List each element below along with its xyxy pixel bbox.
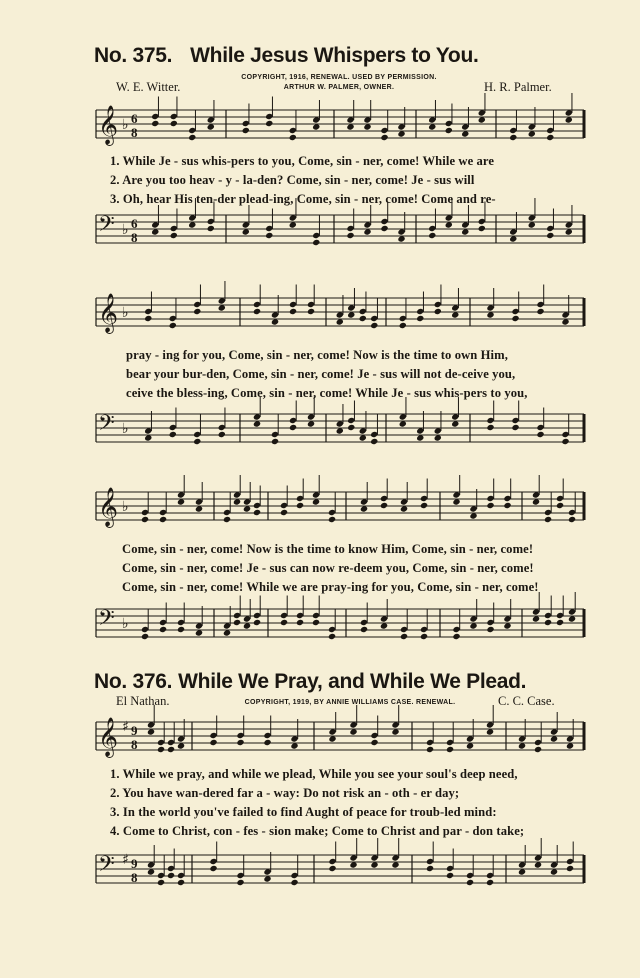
hymn-376-number: No. 376. [94, 670, 173, 693]
verse-3-line: 3. In the world you've failed to find Aught of peace for troub-led mind: [110, 805, 497, 819]
copyright-line: ARTHUR W. PALMER, OWNER. [283, 84, 395, 91]
note-head [242, 127, 250, 134]
note-head [446, 746, 454, 753]
hymn-376-title [94, 670, 574, 694]
hymn-375-system-2-lyrics [126, 346, 596, 403]
note-head [370, 739, 378, 746]
note-head [157, 879, 165, 886]
note-head [159, 626, 167, 633]
note-head [426, 865, 434, 872]
hymn-376-lyricist: El Nathan. [116, 694, 170, 708]
note-head [486, 626, 494, 633]
time-signature-top: 9 [131, 856, 138, 871]
verse-3-line: ceive the bless-ing, Come, sin - ner, come! While Je - sus whis-pers to you, [126, 386, 528, 400]
note-head [328, 865, 336, 872]
note-head [265, 232, 273, 239]
hymn-376-composer: C. C. Case. [498, 694, 555, 708]
note-head [207, 225, 215, 232]
verse-1-line: 1. While we pray, and while we plead, While you see your soul's deep need, [110, 767, 518, 781]
note-head [170, 120, 178, 127]
time-signature-top: 9 [131, 723, 138, 738]
note-head [346, 232, 354, 239]
verse-2-line: 2. You have wan-dered far a - way: Do not risk an - oth - er day; [110, 786, 460, 800]
note-head [169, 431, 177, 438]
note-head [177, 879, 185, 886]
note-head [428, 232, 436, 239]
note-head [486, 879, 494, 886]
verse-2-line: 2. Are you too heav - y - la-den? Come, sin - ner, come! Je - sus will [110, 173, 475, 187]
note-head [486, 502, 494, 509]
note-head [312, 619, 320, 626]
note-head [144, 315, 152, 322]
note-head [452, 633, 460, 640]
note-head [466, 879, 474, 886]
note-head [236, 739, 244, 746]
note-head [265, 120, 273, 127]
treble-clef-icon: 𝄞 [98, 105, 119, 145]
verse-2-line: bear your bur-den, Come, sin - ner, come! Je - sus will not de-ceive you, [126, 367, 516, 381]
hymn-375-lyricist: W. E. Witter. [116, 80, 181, 94]
sharp-icon: ♯ [122, 719, 129, 735]
note-head [478, 225, 486, 232]
note-head [511, 315, 519, 322]
note-head [157, 746, 165, 753]
note-head [445, 127, 453, 134]
flat-icon: ♭ [122, 117, 129, 133]
note-head [561, 438, 569, 445]
note-head [188, 134, 196, 141]
note-head [399, 322, 407, 329]
note-head [209, 865, 217, 872]
note-head [416, 315, 424, 322]
verse-3-line: Come, sin - ner, come! While we are pray-ing for you, Come, sin - ner, come! [122, 580, 539, 594]
note-head [253, 619, 261, 626]
note-head [546, 134, 554, 141]
note-head [209, 739, 217, 746]
note-head [328, 516, 336, 523]
hymn-375-system-1-lyrics [110, 152, 580, 209]
note-head [536, 431, 544, 438]
verse-1-line: Come, sin - ner, come! Now is the time to know Him, Come, sin - ner, come! [122, 542, 534, 556]
flat-icon: ♭ [122, 421, 129, 437]
time-signature-bottom: 8 [131, 870, 138, 885]
flat-icon: ♭ [122, 222, 129, 238]
note-head [290, 879, 298, 886]
note-head [534, 746, 542, 753]
hymn-375-composer: H. R. Palmer. [484, 80, 552, 94]
note-head [141, 516, 149, 523]
note-head [380, 225, 388, 232]
verse-2-line: Come, sin - ner, come! Je - sus can now re-deem you, Come, sin - ner, come! [122, 561, 534, 575]
flat-icon: ♭ [122, 499, 129, 515]
note-head [360, 626, 368, 633]
note-head [556, 502, 564, 509]
note-head [566, 865, 574, 872]
verse-3-line: 3. Oh, hear His ten-der plead-ing, Come, sin - ner, come! Come and re- [110, 192, 496, 206]
note-head [328, 633, 336, 640]
hymn-375-system-3-lyrics [122, 540, 592, 597]
time-signature-bottom: 8 [131, 125, 138, 140]
note-head [253, 308, 261, 315]
note-head [280, 619, 288, 626]
note-head [218, 431, 226, 438]
note-head [380, 134, 388, 141]
note-head [289, 308, 297, 315]
note-head [544, 516, 552, 523]
note-head [307, 308, 315, 315]
treble-clef-icon: 𝄞 [98, 717, 119, 757]
note-head [420, 502, 428, 509]
verse-1-line: pray - ing for you, Come, sin - ner, come! Now is the time to own Him, [126, 348, 508, 362]
time-signature-bottom: 8 [131, 737, 138, 752]
hymn-375-name: While Jesus Whispers to You. [190, 44, 479, 67]
time-signature-bottom: 8 [131, 230, 138, 245]
flat-icon: ♭ [122, 305, 129, 321]
time-signature-top: 6 [131, 111, 138, 126]
note-head [426, 746, 434, 753]
time-signature-top: 6 [131, 216, 138, 231]
note-head [167, 746, 175, 753]
note-head [359, 315, 367, 322]
bass-clef-icon: 𝄢 [98, 212, 115, 242]
note-head [193, 438, 201, 445]
note-head [233, 619, 241, 626]
note-head [263, 739, 271, 746]
note-head [503, 502, 511, 509]
note-head [236, 879, 244, 886]
note-head [177, 626, 185, 633]
bass-clef-icon: 𝄢 [98, 606, 115, 636]
copyright-line: COPYRIGHT, 1919, BY ANNIE WILLIAMS CASE. RENEWAL. [244, 699, 456, 706]
note-head [253, 509, 261, 516]
note-head [347, 424, 355, 431]
verse-4-line: 4. Come to Christ, con - fes - sion make; Come to Christ and par - don take; [110, 824, 525, 838]
bass-clef-icon: 𝄢 [98, 852, 115, 882]
note-head [296, 502, 304, 509]
note-head [223, 516, 231, 523]
verse-1-line: 1. While Je - sus whis-pers to you, Come, sin - ner, come! While we are [110, 154, 495, 168]
note-head [289, 134, 297, 141]
note-head [167, 872, 175, 879]
note-head [486, 424, 494, 431]
hymn-375-number: No. 375. [94, 44, 173, 67]
note-head [312, 239, 320, 246]
note-head [546, 232, 554, 239]
hymn-376-name: While We Pray, and While We Plead. [178, 670, 527, 693]
note-head [169, 322, 177, 329]
note-head [400, 633, 408, 640]
note-head [296, 619, 304, 626]
note-head [434, 308, 442, 315]
note-head [556, 619, 564, 626]
note-head [511, 424, 519, 431]
note-head [151, 120, 159, 127]
hymn-376-system-1-lyrics [110, 765, 580, 841]
sharp-icon: ♯ [122, 852, 129, 868]
note-head [568, 516, 576, 523]
note-head [544, 619, 552, 626]
note-head [370, 438, 378, 445]
bass-clef-icon: 𝄢 [98, 411, 115, 441]
note-head [536, 308, 544, 315]
flat-icon: ♭ [122, 616, 129, 632]
note-head [159, 516, 167, 523]
note-head [271, 438, 279, 445]
treble-clef-icon: 𝄞 [98, 487, 119, 527]
note-head [446, 872, 454, 879]
note-head [280, 509, 288, 516]
note-head [289, 424, 297, 431]
note-head [141, 633, 149, 640]
treble-clef-icon: 𝄞 [98, 293, 119, 333]
note-head [380, 502, 388, 509]
note-head [170, 232, 178, 239]
copyright-line: COPYRIGHT, 1916, RENEWAL. USED BY PERMISSION. [241, 74, 437, 81]
note-head [509, 134, 517, 141]
note-head [370, 322, 378, 329]
note-head [420, 633, 428, 640]
hymn-376-copyright [230, 698, 470, 708]
note-head [193, 308, 201, 315]
